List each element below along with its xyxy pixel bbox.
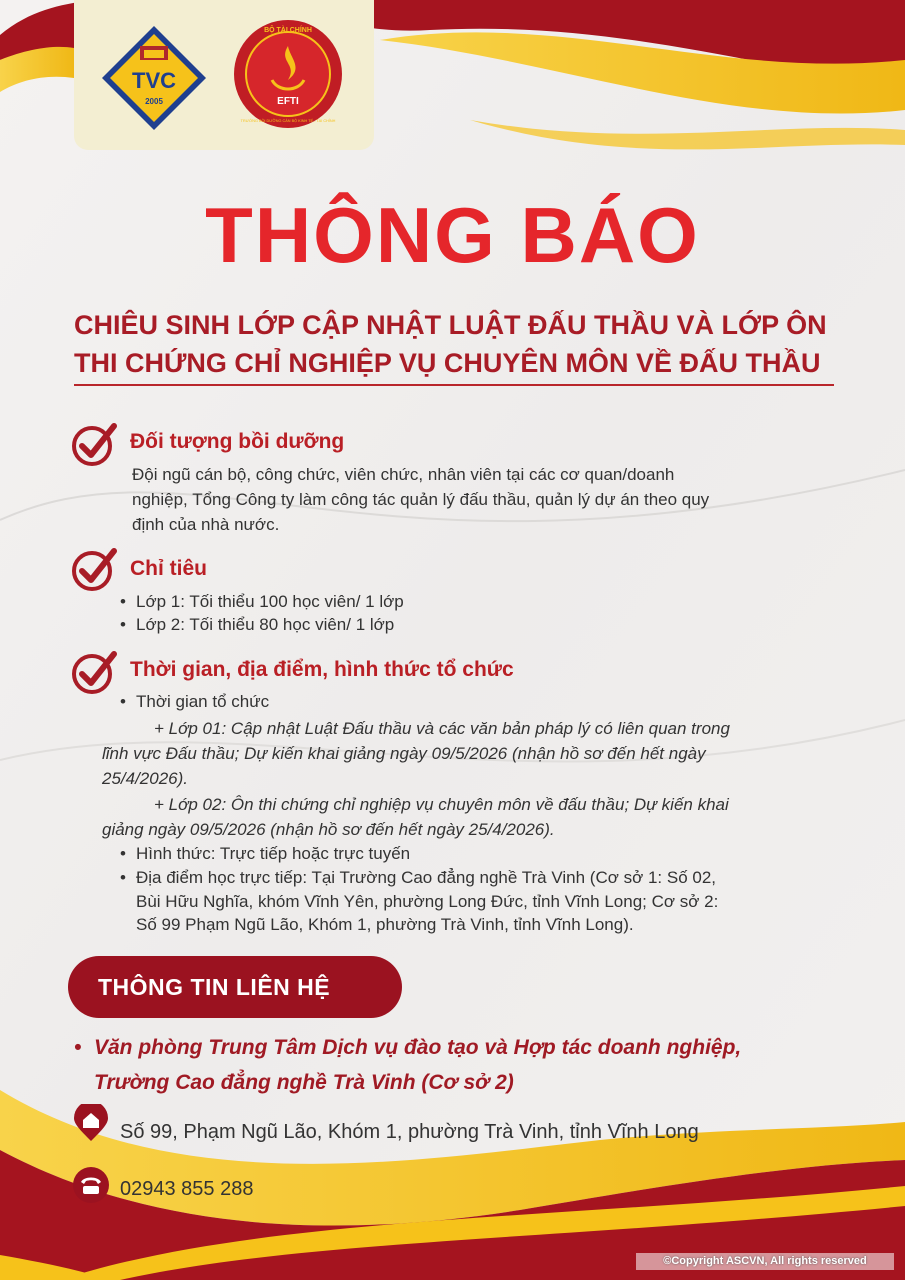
section-target-audience (70, 420, 840, 540)
home-pin-icon (72, 1104, 110, 1142)
divider (74, 384, 834, 386)
list-item: • Lớp 2: Tối thiểu 80 học viên/ 1 lớp (136, 613, 394, 637)
body-line: nghiệp, Tổng Công ty làm công tác quản lý đấu thầu, quản lý dự án theo quy (132, 490, 710, 509)
section-schedule (70, 648, 840, 938)
subtitle-line-2: THI CHỨNG CHỈ NGHIỆP VỤ CHUYÊN MÔN VỀ ĐẤU THẦU (74, 348, 821, 378)
list-item: • Lớp 1: Tối thiểu 100 học viên/ 1 lớp (136, 590, 404, 614)
class-1-line: + Lớp 01: Cập nhật Luật Đấu thầu và các văn bản pháp lý có liên quan trong (154, 719, 730, 738)
section-heading: Đối tượng bồi dưỡng (130, 430, 345, 453)
svg-text:EFTI: EFTI (277, 96, 299, 107)
class-1-line: lĩnh vực Đấu thầu; Dự kiến khai giảng ngày 09/5/2026 (nhận hồ sơ đến hết ngày (102, 744, 706, 763)
check-circle-icon (70, 420, 118, 468)
section-body (132, 462, 838, 537)
body-line: định của nhà nước. (132, 515, 280, 534)
class-2-line: + Lớp 02: Ôn thi chứng chỉ nghiệp vụ chuyên môn về đấu thầu; Dự kiến khai (154, 795, 729, 814)
class-1-line: 25/4/2026). (102, 769, 189, 788)
bullet-icon: • (74, 1036, 82, 1059)
section-quota (70, 545, 840, 640)
phone-icon (72, 1166, 110, 1204)
location-line: Số 99 Phạm Ngũ Lão, Khóm 1, phường Trà Vinh, tỉnh Vĩnh Long). (136, 915, 634, 934)
check-circle-icon (70, 545, 118, 593)
page-subtitle (74, 306, 854, 382)
phone-text: 02943 855 288 (120, 1178, 254, 1200)
page-title: THÔNG BÁO (205, 191, 700, 279)
section-heading: Chỉ tiêu (130, 557, 207, 580)
office-line: Văn phòng Trung Tâm Dịch vụ đào tạo và Hợp tác doanh nghiệp, (94, 1036, 742, 1059)
check-circle-icon (70, 648, 118, 696)
list-item: • Địa điểm học trực tiếp: Tại Trường Cao đẳng nghề Trà Vinh (Cơ sở 1: Số 02, (136, 866, 716, 890)
contact-office (74, 1030, 864, 1100)
tvc-logo (100, 24, 208, 132)
address-text: Số 99, Phạm Ngũ Lão, Khóm 1, phường Trà Vinh, tỉnh Vĩnh Long (120, 1121, 699, 1143)
location-line: Bùi Hữu Nghĩa, khóm Vĩnh Yên, phường Long Đức, tỉnh Vĩnh Long; Cơ sở 2: (136, 892, 719, 911)
body-line: Đội ngũ cán bộ, công chức, viên chức, nhân viên tại các cơ quan/doanh (132, 465, 675, 484)
list-item: • Thời gian tổ chức (136, 690, 269, 714)
section-heading: Thời gian, địa điểm, hình thức tổ chức (130, 658, 514, 681)
contact-heading-pill: THÔNG TIN LIÊN HỆ (68, 956, 402, 1018)
svg-text:BỘ TÀI CHÍNH: BỘ TÀI CHÍNH (264, 27, 312, 34)
svg-text:TVC: TVC (132, 68, 176, 93)
svg-text:2005: 2005 (145, 97, 163, 106)
office-line: Trường Cao đẳng nghề Trà Vinh (Cơ sở 2) (94, 1071, 514, 1094)
efti-logo (232, 18, 344, 130)
list-item: • Hình thức: Trực tiếp hoặc trực tuyến (136, 842, 410, 866)
svg-text:TRƯỜNG BỒI DƯỠNG CÁN BỘ KINH T: TRƯỜNG BỒI DƯỠNG CÁN BỘ KINH TẾ - TÀI CHÍNH (240, 119, 336, 123)
class-2-line: giảng ngày 09/5/2026 (nhận hồ sơ đến hết ngày 25/4/2026). (102, 820, 555, 839)
copyright-watermark: ©Copyright ASCVN, All rights reserved (636, 1253, 894, 1270)
subtitle-line-1: CHIÊU SINH LỚP CẬP NHẬT LUẬT ĐẤU THẦU VÀ LỚP ÔN (74, 310, 827, 340)
